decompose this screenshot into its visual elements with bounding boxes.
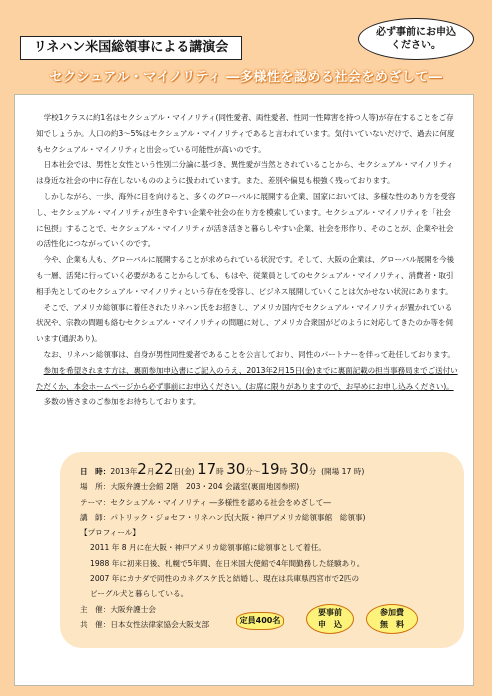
doors-open: (開場 17 時)	[321, 467, 365, 476]
paragraph-3: しかしながら、一歩、海外に目を向けると、多くのグローバルに展開する企業、国家においては、多様な性のあり方を受容し、セクシュアル・マイノリティが生きやすい企業や社会の在り方を模索しています。セクシュアル・マイノリティを「社会に包摂」することで、セクシュアル・マイノリティが活き活きと暮らしやすい企業、社会を形作り、そのことが、企業や社会の活性化につながっていくのです。	[36, 191, 456, 249]
free-admission-badge: 参加費 無 料	[366, 604, 418, 634]
advance-registration-badge: 要事前 申 込	[306, 604, 354, 634]
event-venue: 場 所：大阪弁護士会館 2階 203・204 会議室(裏面地図参照)	[80, 482, 300, 492]
profile-line-1: 2011 年 8 月に在大阪・神戸アメリカ総領事館に総領事として着任。	[90, 543, 326, 553]
event-cohost: 共 催：日本女性法律家協会大阪支部	[80, 619, 210, 629]
advance-registration-notice	[358, 18, 474, 60]
end-hour: 19	[260, 460, 280, 478]
paragraph-closing: 多数の皆さまのご参加をお待ちしております。	[43, 397, 201, 407]
paragraph-5: そこで、アメリカ総領事に着任されたリネハン氏をお招きし、アメリカ国内でセクシュアル・マイノリティが置かれている状況や、宗教の問題も絡むセクシュアル・マイノリティの問題に対し、アメリカ合衆国がどのように対応してきたのか等を伺います(通訳あり)。	[36, 302, 453, 344]
event-subtitle: セクシュアル・マイノリティ ―多様性を認める社会をめざして―	[49, 70, 443, 85]
paragraph-2: 日本社会では、男性と女性という性別二分論に基づき、異性愛が当然とされていることから、セクシュアル・マイノリティは身近な社会の中に存在しないもののように扱われています。また、差別や偏見も根強く残っております。	[36, 160, 454, 186]
date-month: 2	[137, 460, 147, 478]
event-title-box	[20, 36, 242, 60]
paragraph-1: 学校1クラスに約1名はセクシュアル・マイノリティ(同性愛者、両性愛者、性同一性障害を持つ人等)が存在することをご存知でしょうか。人口の約3～5%はセクシュアル・マイノリティであると言われています。気付いていないだけで、過去に何度もセクシュアル・マイノリティと出会っている可能性が高いのです。	[36, 113, 455, 154]
start-hour: 17	[197, 460, 217, 478]
notice-line-2: ください。	[391, 40, 441, 51]
capacity-badge: 定員400名	[236, 612, 284, 630]
profile-line-2: 1988 年に初来日後、札幌で5年間、在日米国大使館で4年間勤務した経験あり。	[90, 558, 365, 568]
profile-line-3: 2007 年にカナダで同性のカネグスケ氏と結婚し、現在は兵庫県西宮市で2匹の	[90, 574, 360, 584]
paragraph-4: 今や、企業も人も、グローバルに展開することが求められている状況です。そして、大阪の企業は、グローバル展開を今後も一層、活発に行っていく必要があることからしても、もはや、従業員としてのセクシュアル・マイノリティ、消費者・取引相手先としてのセクシュアル・マイノリティという存在を受容し、ビジネス展開していくことは欠かせない状況にあります。	[36, 255, 455, 296]
event-host: 主 催：大阪弁護士会	[80, 604, 156, 614]
body-text	[36, 110, 458, 410]
event-datetime: 日 時：2013年2月22日(金) 17時 30分～19時 30分 (開場 17 時)	[80, 460, 365, 478]
end-minute: 30	[289, 460, 309, 478]
notice-line-1: 必ず事前にお申込	[376, 27, 456, 38]
event-title: リネハン米国総領事による講演会	[33, 40, 229, 55]
start-minute: 30	[226, 460, 246, 478]
profile-line-4: ビーグル犬と暮らしている。	[90, 589, 189, 599]
date-day: 22	[154, 460, 174, 478]
paragraph-registration: 参加を希望されます方は、裏面参加申込書にご記入のうえ、2013年2月15日(金)までに裏面記載の担当事務局までご送付いただくか、本会ホームページから必ず事前にお申込ください。(お席に限りがありますので、お早めにお申し込みください)。	[36, 365, 458, 391]
profile-heading: 【プロフィール】	[80, 528, 140, 538]
paragraph-6: なお、リネハン総領事は、自身が男性同性愛者であることを公言しており、同性のパートナーを伴って赴任しております。	[43, 349, 455, 359]
event-theme: テーマ：セクシュアル・マイノリティ ―多様性を認める社会をめざして―	[80, 497, 331, 507]
event-speaker: 講 師：パトリック・ジョセフ・リネハン氏(大阪・神戸アメリカ総領事館 総領事)	[80, 512, 366, 522]
